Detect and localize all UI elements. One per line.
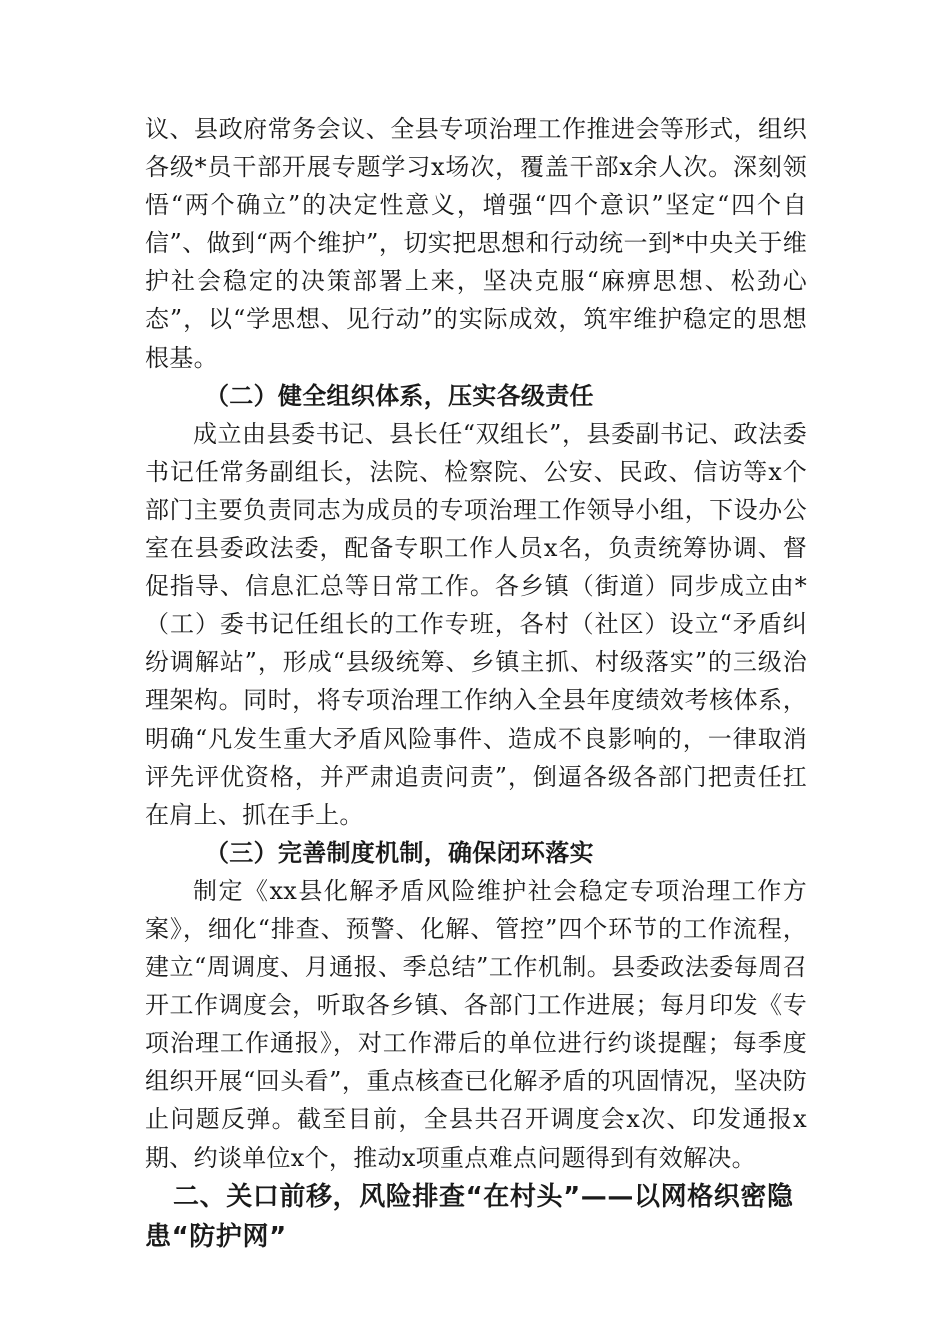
subheading-organization: （二）健全组织体系，压实各级责任 [205,380,594,410]
paragraph-mechanism: 制定《xx县化解矛盾风险维护社会稳定专项治理工作方案》，细化“排查、预警、化解、管控”四个环节的工作流程，建立“周调度、月通报、季总结”工作机制。县委政法委每周召开工作调度会，听取各乡镇、各部门工作进展；每月印发《专项治理工作通报》，对工作滞后的单位进行约谈提醒；每季度组织开展“回头看”，重点核查已化解矛盾的巩固情况，坚决防止问题反弹。截至目前，全县共召开调度会x次、印发通报x期、约谈单位x个，推动x项重点难点问题得到有效解决。 [145,876,807,1172]
paragraph-organization: 成立由县委书记、县长任“双组长”，县委副书记、政法委书记任常务副组长，法院、检察院、公安、民政、信访等x个部门主要负责同志为成员的专项治理工作领导小组，下设办公室在县委政法委，配备专职工作人员x名，负责统筹协调、督促指导、信息汇总等日常工作。各乡镇（街道）同步成立由*（工）委书记任组长的工作专班，各村（社区）设立“矛盾纠纷调解站”，形成“县级统筹、乡镇主抓、村级落实”的三级治理架构。同时，将专项治理工作纳入全县年度绩效考核体系，明确“凡发生重大矛盾风险事件、造成不良影响的，一律取消评先评优资格，并严肃追责问责”，倒逼各级各部门把责任扛在肩上、抓在手上。 [145,419,807,829]
document-page [145,110,807,1257]
section-heading-risk-screening: 二、关口前移，风险排查“在村头”——以网格织密隐患“防护网” [145,1181,794,1252]
paragraph-study: 议、县政府常务会议、全县专项治理工作推进会等形式，组织各级*员干部开展专题学习x场次，覆盖干部x余人次。深刻领悟“两个确立”的决定性意义，增强“四个意识”坚定“四个自信”、做到“两个维护”，切实把思想和行动统一到*中央关于维护社会稳定的决策部署上来，坚决克服“麻痹思想、松劲心态”，以“学思想、见行动”的实际成效，筑牢维护稳定的思想根基。 [145,115,807,372]
subheading-mechanism: （三）完善制度机制，确保闭环落实 [205,837,594,867]
